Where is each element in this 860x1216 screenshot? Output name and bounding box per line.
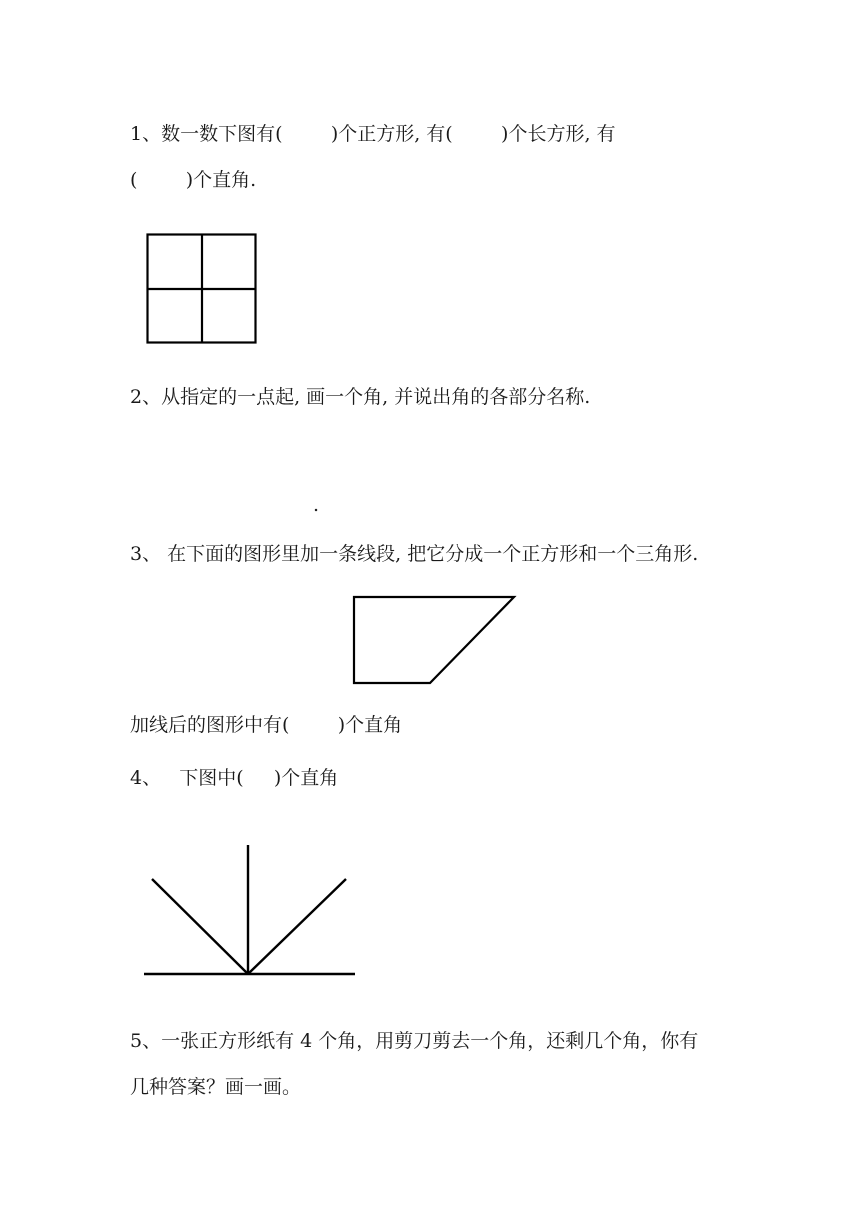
question-4-text: 4、 下图中( )个直角 — [130, 767, 339, 789]
question-5-text: 5、一张正方形纸有 4 个角，用剪刀剪去一个角，还剩几个角，你有 — [130, 1030, 699, 1052]
angles-figure — [142, 843, 358, 979]
question-3-answer-text: 加线后的图形中有( )个直角 — [130, 714, 403, 736]
question-1-text: 1、数一数下图有( )个正方形, 有( )个长方形, 有 — [130, 123, 616, 145]
question-1-text-cont: ( )个直角. — [130, 169, 257, 191]
trapezoid-figure — [352, 595, 518, 687]
starting-point: . — [313, 494, 320, 516]
grid-square-figure — [146, 233, 258, 345]
question-2-text: 2、从指定的一点起, 画一个角, 并说出角的各部分名称. — [130, 386, 591, 408]
question-5-text-cont: 几种答案？画一画。 — [130, 1076, 302, 1098]
question-3-text: 3、 在下面的图形里加一条线段, 把它分成一个正方形和一个三角形. — [130, 543, 699, 565]
